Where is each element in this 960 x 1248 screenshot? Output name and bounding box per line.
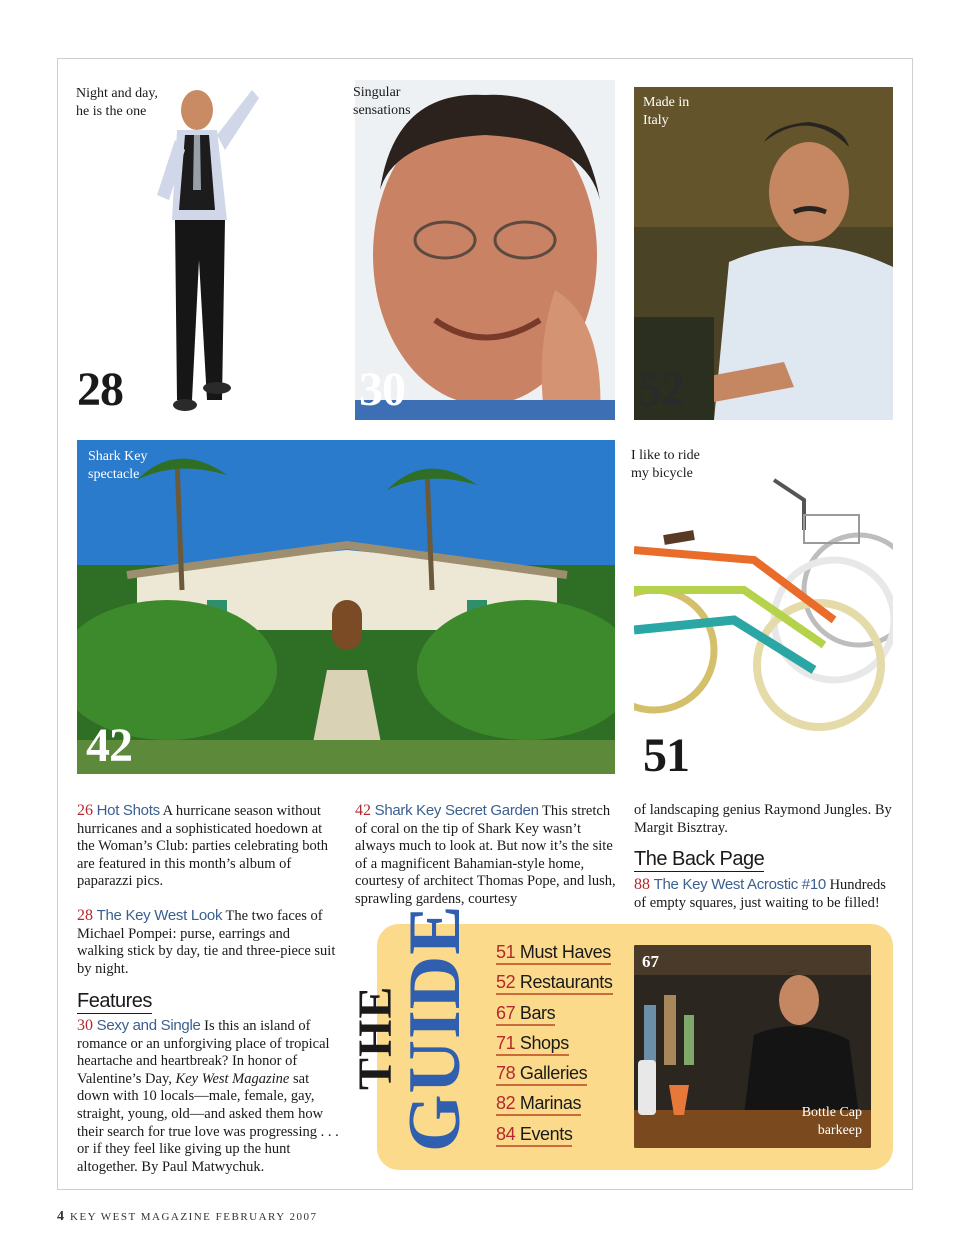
guide-item-label: Events	[519, 1123, 573, 1144]
guide-item-label: Galleries	[519, 1063, 588, 1084]
department-title[interactable]: Hot Shots	[96, 802, 160, 819]
feature-body: sat down with 10 locals—male, female, gay, straight, young, old—and asked them how their search for true love was progressing . . . or if they feel like giving up the hunt altogether. By Paul Matwychuk.	[77, 1070, 339, 1175]
bicycle-icon	[634, 440, 893, 774]
page-footer	[57, 1209, 318, 1225]
features-heading: Features	[77, 990, 152, 1012]
guide-item-galleries[interactable]	[496, 1061, 613, 1091]
guide-item-marinas[interactable]	[496, 1091, 613, 1121]
guide-item-events[interactable]	[496, 1122, 613, 1152]
folio-text: KEY WEST MAGAZINE FEBRUARY 2007	[70, 1211, 318, 1223]
caption-shark-key-spectacle: Shark Key spectacle	[88, 449, 148, 482]
back-page-heading: The Back Page	[634, 848, 765, 870]
feature-page-number: 42	[355, 802, 371, 819]
feature-body: Is this an island of romance or an unforgiving place of tropical heartache and heartbreak? In honor of Valentine’s Day,	[77, 1018, 330, 1087]
guide-title: GUIDE	[394, 904, 476, 1152]
guide-list	[496, 940, 613, 1152]
back-page-body: Hundreds of empty squares, just waiting to be filled!	[634, 877, 886, 911]
feature-page-number: 30	[77, 1017, 93, 1034]
caption-singular-sensations: Singular sensations	[353, 85, 411, 118]
department-page-number: 26	[77, 802, 93, 819]
guide-item-number: 52	[496, 972, 516, 993]
caption-bottle-cap-barkeep: Bottle Cap barkeep	[801, 1105, 862, 1138]
guide-item-number: 84	[496, 1123, 516, 1144]
guide-item-label: Bars	[519, 1002, 556, 1023]
guide-item-label: Must Haves	[519, 942, 611, 962]
feature-shark-key-secret-garden	[355, 802, 617, 909]
guide-item-label: Marinas	[519, 1093, 582, 1114]
guide-item-number: 71	[496, 1032, 516, 1053]
department-title[interactable]: The Key West Look	[96, 907, 223, 924]
back-page-number: 88	[634, 876, 650, 893]
back-page-title[interactable]: The Key West Acrostic #10	[653, 876, 826, 893]
page-number-28: 28	[77, 363, 123, 416]
photo-bicycles	[634, 440, 893, 774]
guide-item-number: 67	[496, 1002, 516, 1023]
page-number-67: 67	[642, 952, 659, 971]
feature-title[interactable]: Sexy and Single	[96, 1017, 201, 1034]
folio-page-number: 4	[57, 1209, 64, 1224]
back-page-acrostic	[634, 876, 896, 912]
page-number-30: 30	[359, 363, 405, 416]
caption-night-and-day: Night and day, he is the one	[76, 86, 158, 119]
guide-item-label: Shops	[519, 1032, 569, 1053]
guide-item-number: 82	[496, 1093, 516, 1114]
feature-body-italic: Key West Magazine	[175, 1070, 290, 1087]
department-page-number: 28	[77, 907, 93, 924]
guide-item-restaurants[interactable]	[496, 970, 613, 1000]
guide-item-bars[interactable]	[496, 1001, 613, 1031]
feature-title[interactable]: Shark Key Secret Garden	[374, 802, 539, 819]
department-body: The two faces of Michael Pompei: purse, earrings and walking stick by day, tie and three-piece suit by night.	[77, 908, 336, 977]
feature-body: This stretch of coral on the tip of Shark Key wasn’t always much to look at. But now it’s the site of a magnificent Bahamian-style home, courtesy of architect Thomas Pope, and lush, sprawling gardens, courtesy	[355, 803, 616, 907]
page-number-42: 42	[86, 719, 132, 772]
guide-the-label: THE	[349, 985, 402, 1090]
bahamian-house-garden-icon	[77, 440, 615, 774]
guide-item-number: 78	[496, 1063, 516, 1084]
feature-sexy-and-single	[77, 1017, 339, 1176]
caption-made-in-italy: Made in Italy	[643, 95, 690, 128]
department-key-west-look	[77, 907, 337, 978]
feature-continued: of landscaping genius Raymond Jungles. By Margit Bisztray.	[634, 802, 892, 836]
page-number-51: 51	[643, 729, 689, 782]
page-number-52: 52	[638, 363, 684, 416]
guide-item-must-haves[interactable]	[496, 940, 613, 970]
caption-bicycles: I like to ride my bicycle	[631, 448, 700, 481]
department-hot-shots	[77, 802, 337, 891]
guide-item-number: 51	[496, 942, 516, 962]
guide-item-label: Restaurants	[519, 972, 613, 993]
department-body: A hurricane season without hurricanes and a sophisticated hoedown at the Woman’s Club: parties celebrating both are featured in this month’s album of paparazzi pics.	[77, 803, 329, 890]
guide-item-shops[interactable]	[496, 1031, 613, 1061]
photo-shark-key-spectacle	[77, 440, 615, 774]
